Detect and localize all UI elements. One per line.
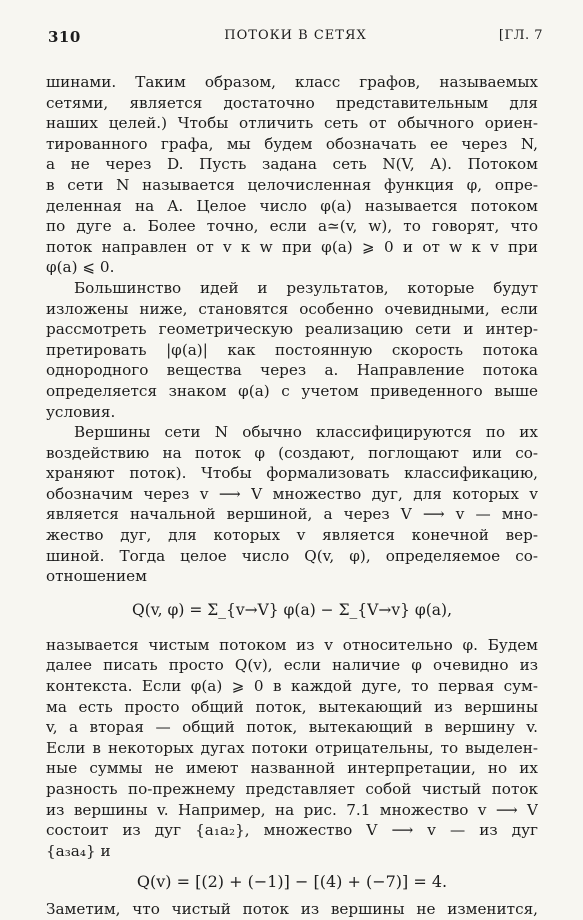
text-line: φ(a) ⩽ 0. bbox=[46, 258, 115, 277]
formula-example: Q(v) = [(2) + (−1)] − [(4) + (−7)] = 4. bbox=[136, 872, 448, 892]
text-line: называется чистым потоком из v относительно φ. Будем bbox=[46, 635, 538, 654]
page-body bbox=[46, 72, 538, 920]
text-line: воздействию на поток φ (создают, поглощают или со- bbox=[46, 443, 538, 462]
page-number: 310 bbox=[48, 28, 81, 46]
text-line: состоит из дуг {a₁a₂}, множество V ⟶ v — из дуг bbox=[46, 821, 538, 840]
text-line: Большинство идей и результатов, которые будут bbox=[74, 278, 538, 297]
paragraph-1 bbox=[46, 72, 538, 278]
text-line: ма есть просто общий поток, вытекающий из вершины bbox=[46, 697, 538, 716]
text-line: является начальной вершиной, а через V ⟶ v — мно- bbox=[46, 505, 538, 524]
text-line: далее писать просто Q(v), если наличие φ очевидно из bbox=[46, 656, 538, 675]
running-title: ПОТОКИ В СЕТЯХ bbox=[224, 28, 367, 43]
text-line: по дуге a. Более точно, если a≃(v, w), то говорят, что bbox=[46, 217, 538, 236]
text-line: наших целей.) Чтобы отличить сеть от обычного ориен- bbox=[46, 114, 538, 133]
text-line: жество дуг, для которых v является конечной вер- bbox=[46, 526, 538, 545]
text-line: сетями, является достаточно представительным для bbox=[46, 93, 538, 112]
final-line: Заметим, что чистый поток из вершины не изменится, bbox=[46, 900, 538, 919]
text-line: изложены ниже, становятся особенно очевидными, если bbox=[46, 299, 538, 318]
paragraph-4 bbox=[46, 635, 538, 862]
text-line: поток направлен от v к w при φ(a) ⩾ 0 и от w к v при bbox=[46, 237, 538, 256]
text-line: шинами. Таким образом, класс графов, называемых bbox=[46, 73, 538, 91]
text-line: в сети N называется целочисленная функция φ, опре- bbox=[46, 175, 538, 194]
text-line: контекста. Если φ(a) ⩾ 0 в каждой дуге, то первая сум- bbox=[46, 677, 538, 696]
text-line: {a₃a₄} и bbox=[46, 841, 111, 860]
text-line: храняют поток). Чтобы формализовать классификацию, bbox=[46, 464, 538, 483]
paragraph-3 bbox=[46, 422, 538, 587]
text-line: тированного графа, мы будем обозначать ее через N, bbox=[46, 134, 538, 153]
formula-net-flow: Q(v, φ) = Σ_{v→V} φ(a) − Σ_{V→v} φ(a), bbox=[131, 600, 452, 619]
text-line: однородного вещества через a. Направление потока bbox=[46, 361, 538, 380]
text-line: из вершины v. Например, на рис. 7.1 множество v ⟶ V bbox=[46, 800, 538, 819]
text-line: деленная на A. Целое число φ(a) называется потоком bbox=[46, 196, 538, 215]
paragraph-2 bbox=[46, 278, 538, 422]
text-line: определяется знаком φ(a) с учетом приведенного выше bbox=[46, 381, 538, 400]
running-head bbox=[48, 28, 543, 50]
text-line: обозначим через v ⟶ V множество дуг, для которых v bbox=[46, 484, 538, 503]
text-line: рассмотреть геометрическую реализацию сети и интер- bbox=[46, 320, 538, 339]
text-line: условия. bbox=[46, 402, 116, 421]
chapter-marker: [ГЛ. 7 bbox=[498, 28, 543, 43]
text-line: v, а вторая — общий поток, вытекающий в вершину v. bbox=[46, 718, 538, 737]
text-line: Вершины сети N обычно классифицируются по их bbox=[74, 423, 538, 442]
text-line: шиной. Тогда целое число Q(v, φ), определяемое со- bbox=[46, 546, 538, 565]
text-line: а не через D. Пусть задана сеть N(V, A). Потоком bbox=[46, 155, 538, 174]
text-line: претировать |φ(a)| как постоянную скорость потока bbox=[46, 340, 538, 359]
text-line: ные суммы не имеют названной интерпретации, но их bbox=[46, 759, 538, 778]
text-line: разность по-прежнему представляет собой чистый поток bbox=[46, 780, 538, 798]
text-line: Если в некоторых дугах потоки отрицательны, то выделен- bbox=[46, 738, 538, 757]
text-line: отношением bbox=[46, 567, 147, 586]
